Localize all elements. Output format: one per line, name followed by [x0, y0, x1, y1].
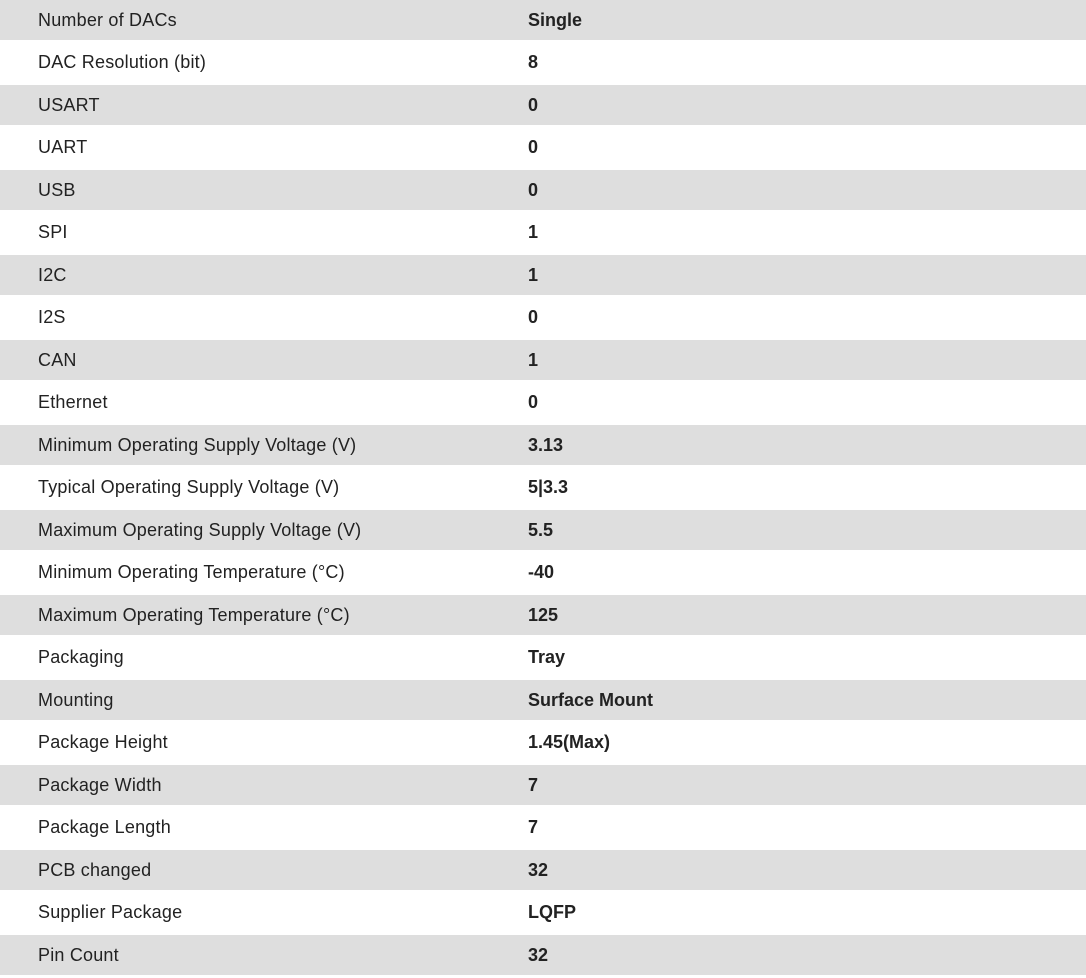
spec-label: Package Length [38, 817, 171, 837]
spec-label: SPI [38, 222, 68, 242]
spec-value: 32 [528, 859, 549, 880]
spec-row-mounting [0, 680, 1086, 720]
spec-row-usart [0, 85, 1086, 125]
spec-label: Typical Operating Supply Voltage (V) [38, 477, 340, 497]
spec-row-i2s [0, 295, 1086, 340]
spec-value: Tray [528, 647, 566, 667]
spec-value: 8 [528, 52, 539, 72]
spec-label: Maximum Operating Temperature (°C) [38, 604, 350, 625]
spec-value: 3.13 [528, 434, 564, 455]
spec-row-min-supply-voltage [0, 425, 1086, 465]
spec-label: Package Height [38, 732, 168, 752]
spec-row-package-length [0, 805, 1086, 850]
spec-row-max-supply-voltage [0, 510, 1086, 550]
spec-label: Package Width [38, 774, 162, 795]
spec-label: PCB changed [38, 859, 152, 880]
spec-label: Ethernet [38, 392, 108, 412]
spec-value: Surface Mount [528, 689, 654, 710]
spec-label: USART [38, 94, 100, 115]
spec-value: LQFP [528, 902, 576, 922]
spec-row-can [0, 340, 1086, 380]
spec-label: Pin Count [38, 944, 119, 965]
spec-value: 1 [528, 264, 539, 285]
spec-row-package-width [0, 765, 1086, 805]
spec-value: 5|3.3 [528, 477, 569, 497]
spec-row-packaging [0, 635, 1086, 680]
spec-row-i2c [0, 255, 1086, 295]
spec-value: 0 [528, 307, 539, 327]
spec-value: 5.5 [528, 519, 554, 540]
spec-label: I2C [38, 264, 67, 285]
spec-row-min-temperature [0, 550, 1086, 595]
spec-row-uart [0, 125, 1086, 170]
spec-value: 1 [528, 222, 539, 242]
spec-value: 7 [528, 817, 539, 837]
spec-label: UART [38, 137, 88, 157]
spec-row-typical-supply-voltage [0, 465, 1086, 510]
spec-value: 125 [528, 604, 559, 625]
spec-value: 32 [528, 944, 549, 965]
spec-value: 1 [528, 349, 539, 370]
spec-row-package-height [0, 720, 1086, 765]
spec-value: 0 [528, 179, 539, 200]
spec-row-pin-count [0, 935, 1086, 975]
spec-label: Maximum Operating Supply Voltage (V) [38, 519, 362, 540]
spec-label: DAC Resolution (bit) [38, 52, 207, 72]
spec-row-pcb-changed [0, 850, 1086, 890]
spec-row-dac-resolution [0, 40, 1086, 85]
spec-label: Number of DACs [38, 9, 177, 30]
spec-value: 0 [528, 137, 539, 157]
spec-label: CAN [38, 349, 77, 370]
spec-value: 0 [528, 392, 539, 412]
spec-row-max-temperature [0, 595, 1086, 635]
spec-row-ethernet [0, 380, 1086, 425]
spec-value: -40 [528, 562, 555, 582]
spec-label: Minimum Operating Temperature (°C) [38, 562, 345, 582]
spec-value: 1.45(Max) [528, 732, 611, 752]
spec-label: Minimum Operating Supply Voltage (V) [38, 434, 357, 455]
spec-row-number-of-dacs [0, 0, 1086, 40]
spec-label: USB [38, 179, 76, 200]
spec-row-spi [0, 210, 1086, 255]
spec-label: Packaging [38, 647, 124, 667]
spec-value: 0 [528, 94, 539, 115]
spec-label: Mounting [38, 689, 114, 710]
spec-value: Single [528, 9, 583, 30]
spec-row-usb [0, 170, 1086, 210]
spec-label: I2S [38, 307, 66, 327]
spec-label: Supplier Package [38, 902, 183, 922]
spec-value: 7 [528, 774, 539, 795]
spec-row-supplier-package [0, 890, 1086, 935]
